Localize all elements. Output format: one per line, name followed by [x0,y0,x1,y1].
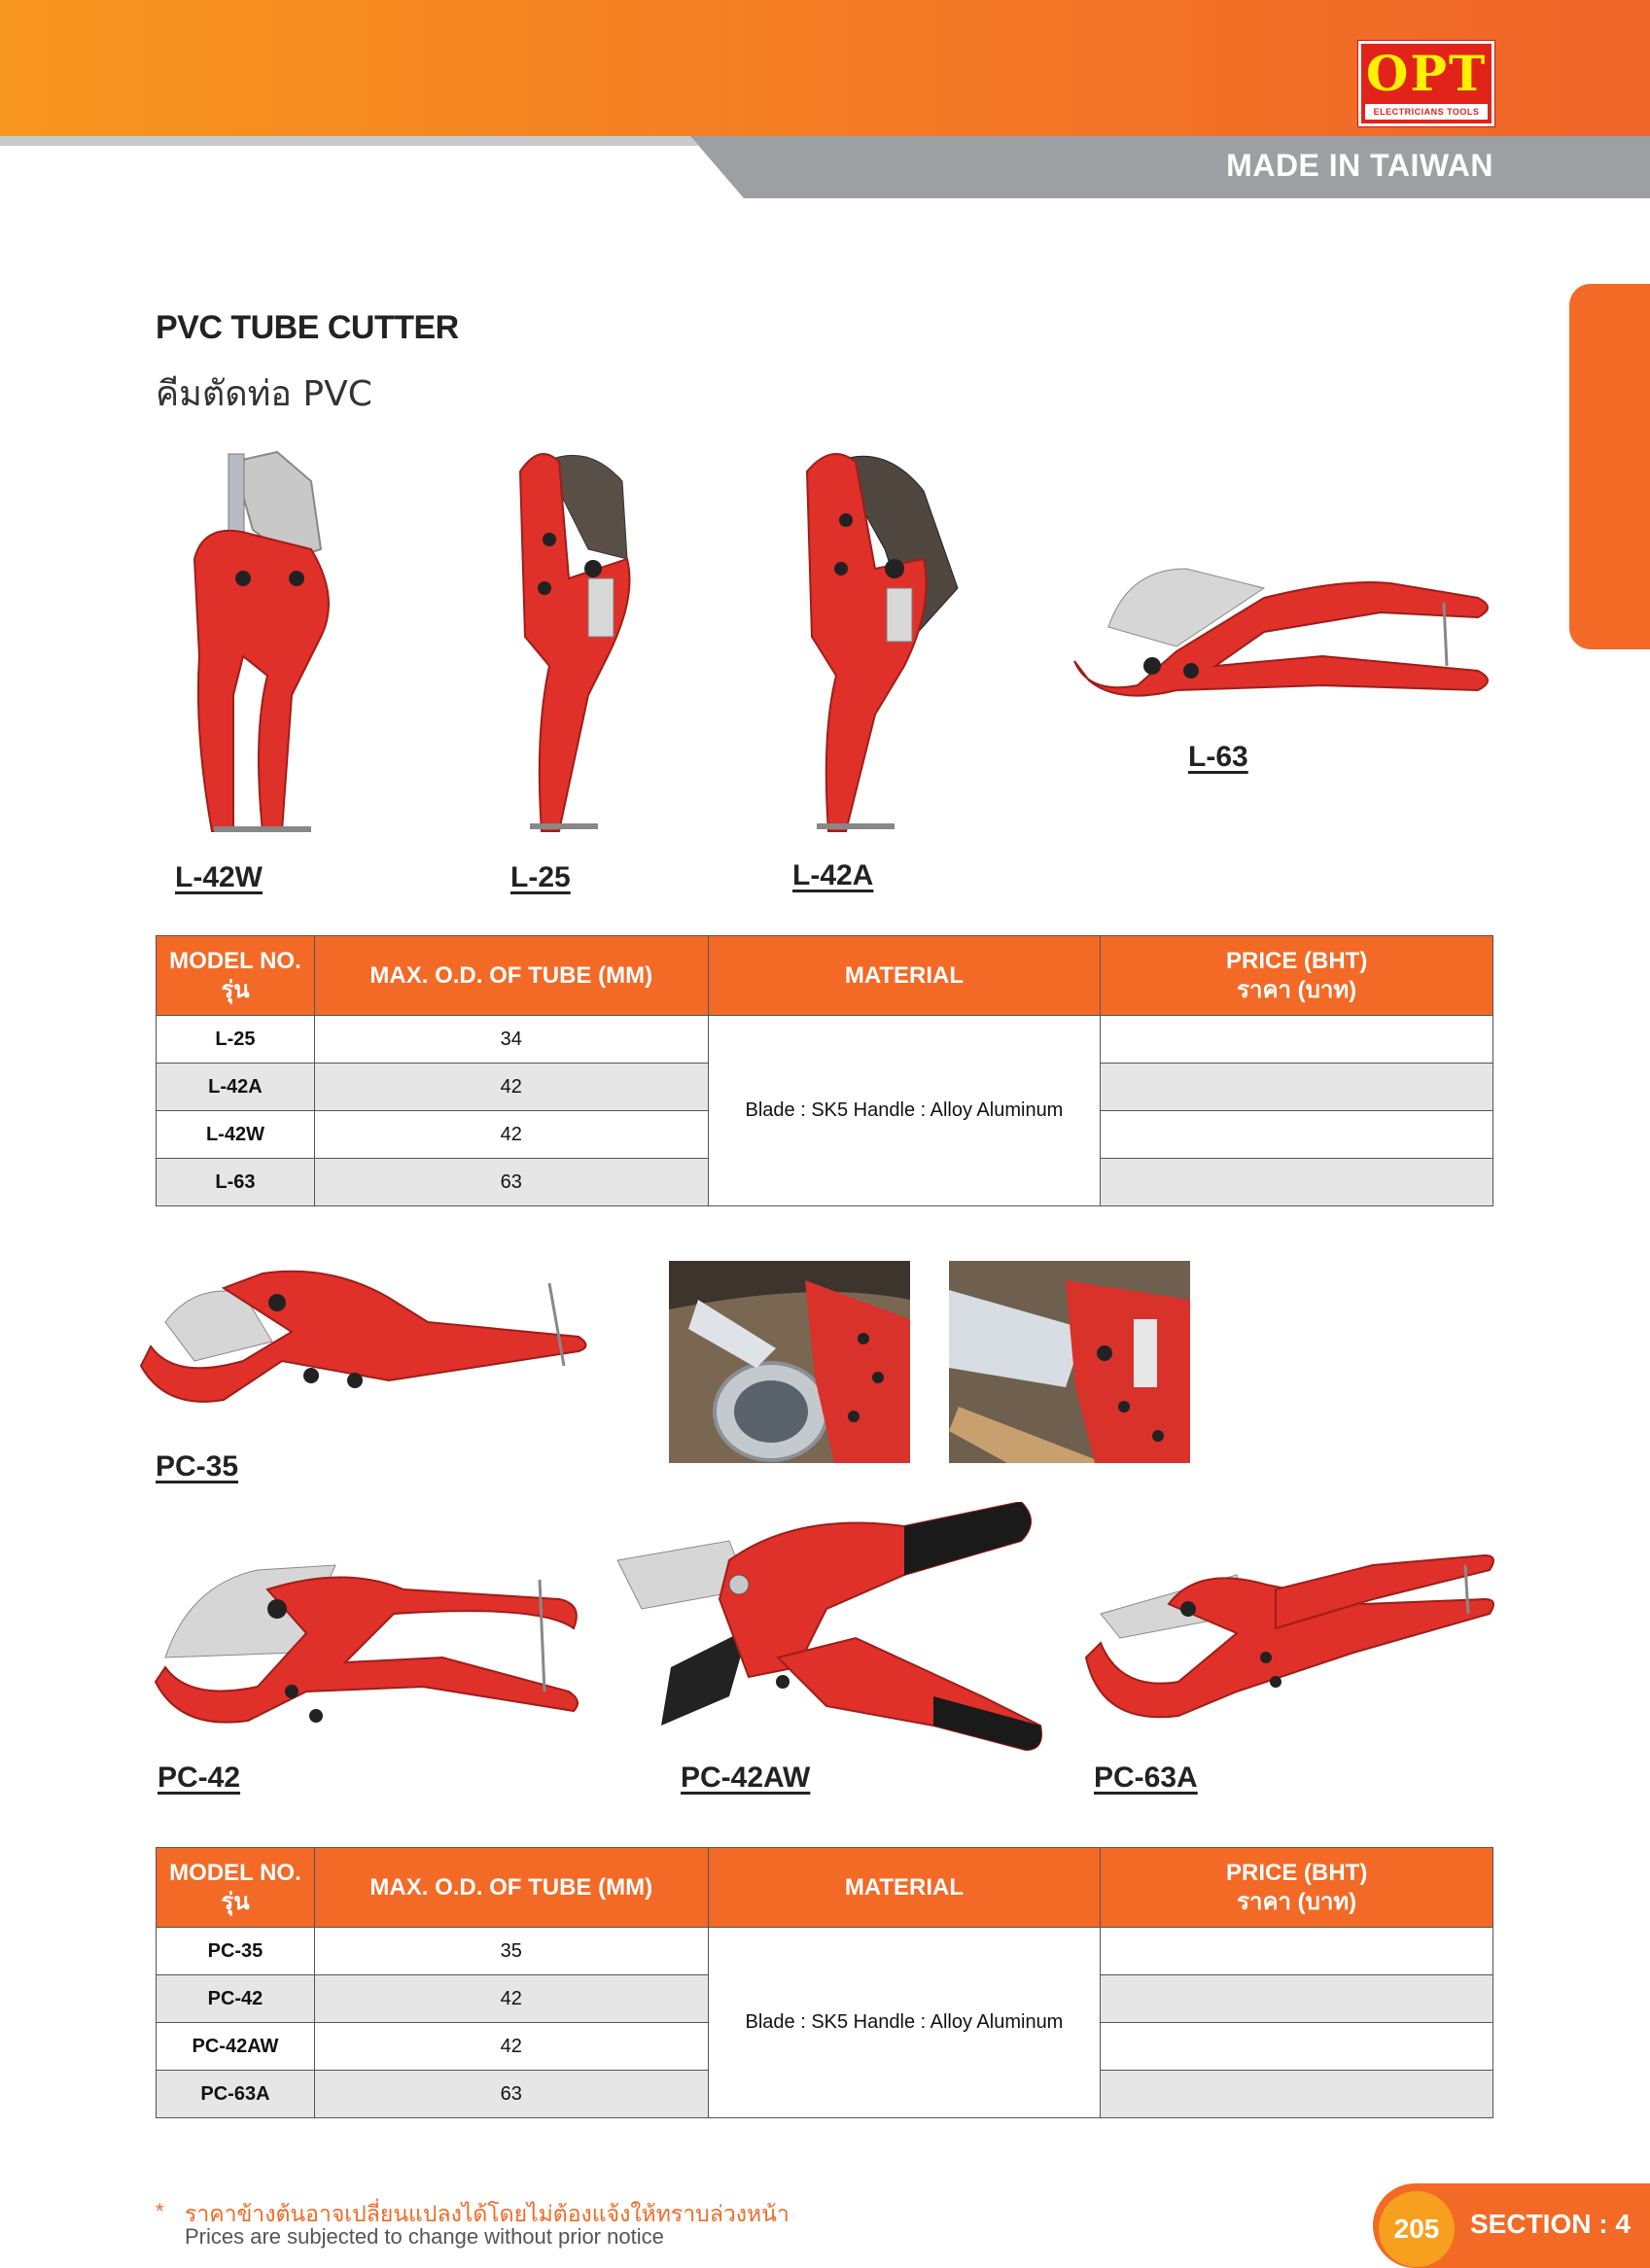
header-material: MATERIAL [708,1848,1101,1928]
material-cell: Blade : SK5 Handle : Alloy Aluminum [708,1928,1101,2118]
section-label: SECTION : 4 [1470,2209,1631,2239]
footnote-marker: * [156,2199,164,2223]
product-label-pc-42: PC-42 [158,1762,241,1794]
product-image-pc-42aw [613,1502,1050,1764]
max-od-cell: 42 [314,1111,708,1159]
spec-table-pc-series [156,1847,1493,2118]
header-max-od: MAX. O.D. OF TUBE (MM) [314,1848,708,1928]
product-image-l-63 [1070,559,1497,715]
max-od-cell: 35 [314,1928,708,1975]
product-label-l-25: L-25 [510,861,571,893]
product-label-pc-35: PC-35 [156,1450,239,1483]
made-in-label: MADE IN TAIWAN [1226,148,1493,183]
product-image-pc-35 [136,1254,593,1424]
model-cell: PC-35 [157,1928,315,1975]
table-row [157,1928,1493,1975]
header-price-en: PRICE (BHT) [1225,947,1368,974]
model-cell: PC-42AW [157,2023,315,2071]
product-image-l-25 [491,442,647,841]
header-model-en: MODEL NO. [169,1859,301,1886]
product-label-pc-63a: PC-63A [1094,1762,1198,1794]
model-cell: PC-63A [157,2071,315,2118]
footnote-thai: ราคาข้างต้นอาจเปลี่ยนแปลงได้โดยไม่ต้องแจ้งให้ทราบล่วงหน้า [185,2202,790,2227]
header-model-en: MODEL NO. [169,947,301,974]
header-price [1101,1848,1493,1928]
logo-subtitle: ELECTRICIANS TOOLS [1365,104,1488,120]
page-title-thai: คีมตัดท่อ PVC [156,374,372,414]
page-number: 205 [1379,2191,1455,2267]
max-od-cell: 63 [314,1159,708,1206]
spec-table-l-series [156,935,1493,1206]
model-cell: L-25 [157,1016,315,1064]
header-price-th: ราคา (บาท) [1237,1888,1357,1915]
product-image-l-42a [778,442,963,841]
table-row [157,1016,1493,1064]
max-od-cell: 34 [314,1016,708,1064]
price-cell [1101,1016,1493,1064]
max-od-cell: 42 [314,1064,708,1111]
product-image-l-42w [175,442,350,841]
product-image-pc-63a [1081,1546,1499,1730]
header-model [157,1848,315,1928]
price-cell [1101,1975,1493,2023]
material-cell: Blade : SK5 Handle : Alloy Aluminum [708,1016,1101,1206]
model-cell: L-63 [157,1159,315,1206]
header-material: MATERIAL [708,936,1101,1016]
logo-text: OPT [1365,45,1488,102]
price-cell [1101,1111,1493,1159]
header-model [157,936,315,1016]
model-cell: L-42W [157,1111,315,1159]
header-max-od: MAX. O.D. OF TUBE (MM) [314,936,708,1016]
price-cell [1101,1159,1493,1206]
max-od-cell: 42 [314,1975,708,2023]
price-cell [1101,2023,1493,2071]
header-model-th: รุ่น [221,1888,250,1915]
max-od-cell: 42 [314,2023,708,2071]
section-side-tab [1569,284,1650,649]
detail-photo-cut-tube [669,1261,910,1463]
header-price-en: PRICE (BHT) [1225,1859,1368,1886]
max-od-cell: 63 [314,2071,708,2118]
price-cell [1101,1064,1493,1111]
header-price [1101,936,1493,1016]
header-model-th: รุ่น [221,976,250,1003]
detail-photo-cut-wood [949,1261,1190,1463]
product-label-l-63: L-63 [1188,741,1248,773]
opt-logo [1358,41,1494,126]
model-cell: PC-42 [157,1975,315,2023]
model-cell: L-42A [157,1064,315,1111]
page-title: PVC TUBE CUTTER [156,309,459,346]
header-price-th: ราคา (บาท) [1237,976,1357,1003]
product-label-l-42w: L-42W [175,861,263,893]
product-label-pc-42aw: PC-42AW [681,1762,811,1794]
footnote-english: Prices are subjected to change without prior notice [185,2224,664,2249]
product-label-l-42a: L-42A [792,859,874,891]
price-cell [1101,1928,1493,1975]
price-cell [1101,2071,1493,2118]
product-image-pc-42 [151,1546,579,1740]
